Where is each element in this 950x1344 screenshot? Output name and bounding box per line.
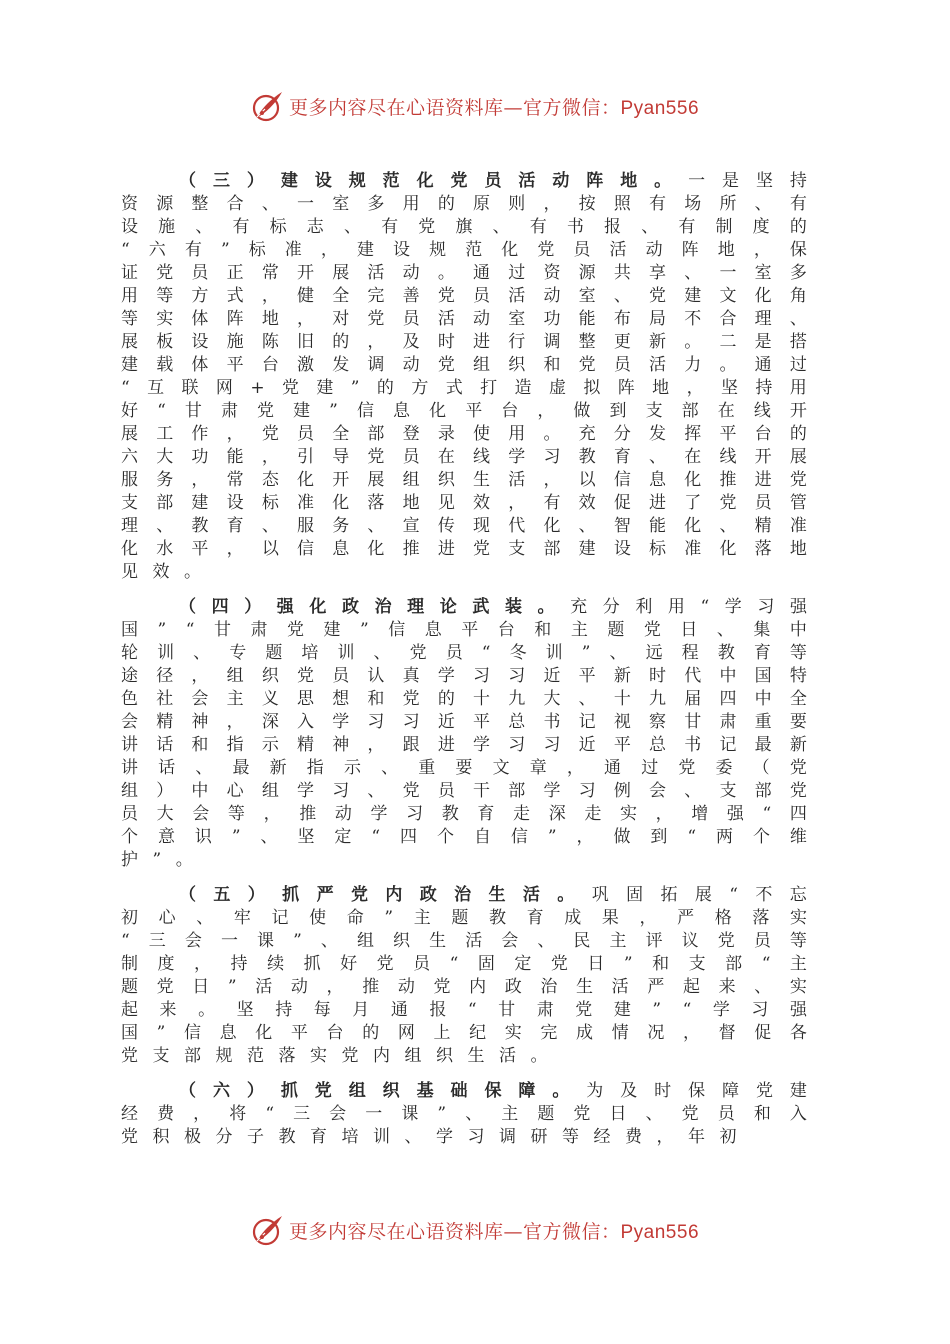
text-line: 国 ” 信 息 化 平 台 的 网 上 纪 实 完 成 情 况 ， 督 促 各 (121, 1023, 807, 1043)
text-line: 党 支 部 规 范 落 实 党 内 组 织 生 活 。 (121, 1046, 548, 1066)
paragraph (121, 170, 807, 584)
text-line: 初 心 、 牢 记 使 命 ” 主 题 教 育 成 果 ， 严 格 落 实 (121, 908, 807, 928)
text-line: 理 、 教 育 、 服 务 、 宣 传 现 代 化 、 智 能 化 、 精 准 (121, 516, 807, 536)
watermark-text: 更多内容尽在心语资料库—官方微信：Pyan556 (288, 96, 700, 119)
text-line: 经 费 ， 将 “ 三 会 一 课 ” 、 主 题 党 日 、 党 员 和 入 (121, 1104, 807, 1124)
text-line: “ 六 有 ” 标 准 ， 建 设 规 范 化 党 员 活 动 阵 地 ， 保 (121, 240, 807, 260)
document-body (121, 170, 807, 1161)
text-line: 证 党 员 正 常 开 展 活 动 。 通 过 资 源 共 享 、 一 室 多 (121, 263, 807, 283)
text-line: 建 载 体 平 台 激 发 调 动 党 组 织 和 党 员 活 力 。 通 过 (121, 355, 807, 375)
paragraph (121, 1080, 807, 1149)
watermark-footer (0, 1210, 950, 1250)
text-line: 员 大 会 等 ， 推 动 学 习 教 育 走 深 走 实 ， 增 强 “ 四 (121, 804, 807, 824)
watermark-header (0, 86, 950, 126)
text-line: 讲 话 和 指 示 精 神 ， 跟 进 学 习 习 近 平 总 书 记 最 新 (121, 735, 807, 755)
text-line: 好 “ 甘 肃 党 建 ” 信 息 化 平 台 ， 做 到 支 部 在 线 开 (121, 401, 807, 421)
text-line: 服 务 ， 常 态 化 开 展 组 织 生 活 ， 以 信 息 化 推 进 党 (121, 470, 807, 490)
text-line: 题 党 日 ” 活 动 ， 推 动 党 内 政 治 生 活 严 起 来 、 实 (121, 977, 807, 997)
text-line: 化 水 平 ， 以 信 息 化 推 进 党 支 部 建 设 标 准 化 落 地 (121, 539, 807, 559)
text-line: 色 社 会 主 义 思 想 和 党 的 十 九 大 、 十 九 届 四 中 全 (121, 689, 807, 709)
text-line: 起 来 。 坚 持 每 月 通 报 “ 甘 肃 党 建 ” “ 学 习 强 (121, 1000, 807, 1020)
quill-logo-icon (251, 1213, 285, 1247)
text-line: （ 三 ） 建 设 规 范 化 党 员 活 动 阵 地 。 一 是 坚 持 (179, 171, 807, 191)
text-line: （ 六 ） 抓 党 组 织 基 础 保 障 。 为 及 时 保 障 党 建 (179, 1081, 807, 1101)
text-line: 党 积 极 分 子 教 育 培 训 、 学 习 调 研 等 经 费 ， 年 初 (121, 1127, 737, 1147)
text-line: 设 施 、 有 标 志 、 有 党 旗 、 有 书 报 、 有 制 度 的 (121, 217, 807, 237)
text-line: 展 板 设 施 陈 旧 的 ， 及 时 进 行 调 整 更 新 。 二 是 搭 (121, 332, 807, 352)
text-line: 六 大 功 能 ， 引 导 党 员 在 线 学 习 教 育 、 在 线 开 展 (121, 447, 807, 467)
text-line: 个 意 识 ” 、 坚 定 “ 四 个 自 信 ” ， 做 到 “ 两 个 维 (121, 827, 807, 847)
text-line: 讲 话 、 最 新 指 示 、 重 要 文 章 ， 通 过 党 委 （ 党 (121, 758, 807, 778)
text-line: 用 等 方 式 ， 健 全 完 善 党 员 活 动 室 、 党 建 文 化 角 (121, 286, 807, 306)
text-line: 国 ” “ 甘 肃 党 建 ” 信 息 平 台 和 主 题 党 日 、 集 中 (121, 620, 807, 640)
text-line: 展 工 作 ， 党 员 全 部 登 录 使 用 。 充 分 发 挥 平 台 的 (121, 424, 807, 444)
text-line: （ 四 ） 强 化 政 治 理 论 武 装 。 充 分 利 用 “ 学 习 强 (179, 597, 807, 617)
paragraph (121, 596, 807, 872)
text-line: 见 效 。 (121, 562, 201, 582)
quill-logo-icon (251, 89, 285, 123)
text-line: 等 实 体 阵 地 ， 对 党 员 活 动 室 功 能 布 局 不 合 理 、 (121, 309, 807, 329)
text-line: 轮 训 、 专 题 培 训 、 党 员 “ 冬 训 ” 、 远 程 教 育 等 (121, 643, 807, 663)
text-line: 资 源 整 合 、 一 室 多 用 的 原 则 ， 按 照 有 场 所 、 有 (121, 194, 807, 214)
text-line: 会 精 神 ， 深 入 学 习 习 近 平 总 书 记 视 察 甘 肃 重 要 (121, 712, 807, 732)
paragraph (121, 884, 807, 1068)
text-line: （ 五 ） 抓 严 党 内 政 治 生 活 。 巩 固 拓 展 “ 不 忘 (179, 885, 807, 905)
text-line: “ 三 会 一 课 ” 、 组 织 生 活 会 、 民 主 评 议 党 员 等 (121, 931, 807, 951)
text-line: 护 ” 。 (121, 850, 193, 870)
text-line: 组 ） 中 心 组 学 习 、 党 员 干 部 学 习 例 会 、 支 部 党 (121, 781, 807, 801)
text-line: 制 度 ， 持 续 抓 好 党 员 “ 固 定 党 日 ” 和 支 部 “ 主 (121, 954, 807, 974)
text-line: 途 径 ， 组 织 党 员 认 真 学 习 习 近 平 新 时 代 中 国 特 (121, 666, 807, 686)
text-line: 支 部 建 设 标 准 化 落 地 见 效 ， 有 效 促 进 了 党 员 管 (121, 493, 807, 513)
text-line: “ 互 联 网 + 党 建 ” 的 方 式 打 造 虚 拟 阵 地 ， 坚 持 用 (121, 378, 807, 398)
watermark-text: 更多内容尽在心语资料库—官方微信：Pyan556 (288, 1220, 700, 1243)
